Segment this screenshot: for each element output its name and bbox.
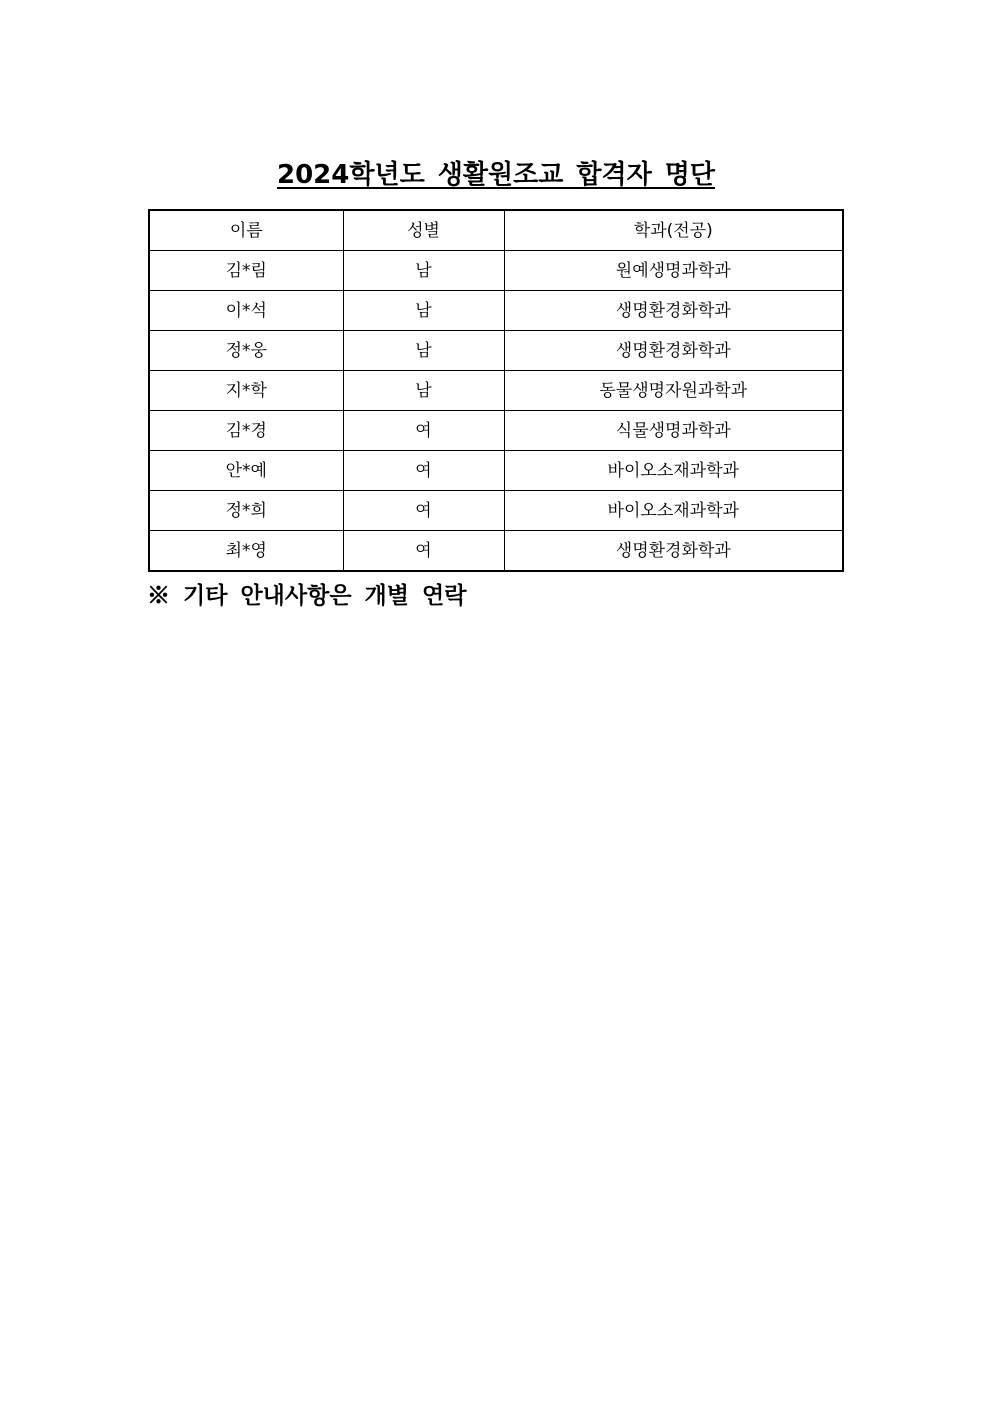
table-row (149, 331, 843, 371)
cell-name: 최*영 (149, 531, 343, 572)
table-row (149, 531, 843, 572)
table-row (149, 371, 843, 411)
roster-table (148, 209, 844, 572)
table-row (149, 491, 843, 531)
table-row (149, 451, 843, 491)
notice-text: ※ 기타 안내사항은 개별 연락 (147, 582, 467, 609)
cell-name: 이*석 (149, 291, 343, 331)
header-department: 학과(전공) (504, 210, 843, 251)
header-gender: 성별 (343, 210, 504, 251)
table-row (149, 291, 843, 331)
cell-department: 생명환경화학과 (504, 291, 843, 331)
cell-gender: 남 (343, 331, 504, 371)
cell-department: 바이오소재과학과 (504, 491, 843, 531)
cell-gender: 남 (343, 291, 504, 331)
table-header-row (149, 210, 843, 251)
cell-gender: 여 (343, 531, 504, 572)
cell-name: 김*경 (149, 411, 343, 451)
cell-name: 지*학 (149, 371, 343, 411)
cell-gender: 여 (343, 451, 504, 491)
table-row (149, 251, 843, 291)
cell-department: 생명환경화학과 (504, 331, 843, 371)
cell-department: 생명환경화학과 (504, 531, 843, 572)
cell-gender: 남 (343, 251, 504, 291)
cell-department: 식물생명과학과 (504, 411, 843, 451)
cell-name: 정*희 (149, 491, 343, 531)
cell-gender: 여 (343, 411, 504, 451)
page-title (0, 157, 992, 193)
cell-gender: 남 (343, 371, 504, 411)
cell-name: 김*림 (149, 251, 343, 291)
cell-name: 안*예 (149, 451, 343, 491)
page-title-text: 2024학년도 생활원조교 합격자 명단 (276, 160, 716, 190)
cell-department: 동물생명자원과학과 (504, 371, 843, 411)
cell-department: 원예생명과학과 (504, 251, 843, 291)
header-name: 이름 (149, 210, 343, 251)
cell-department: 바이오소재과학과 (504, 451, 843, 491)
cell-name: 정*웅 (149, 331, 343, 371)
cell-gender: 여 (343, 491, 504, 531)
table-row (149, 411, 843, 451)
